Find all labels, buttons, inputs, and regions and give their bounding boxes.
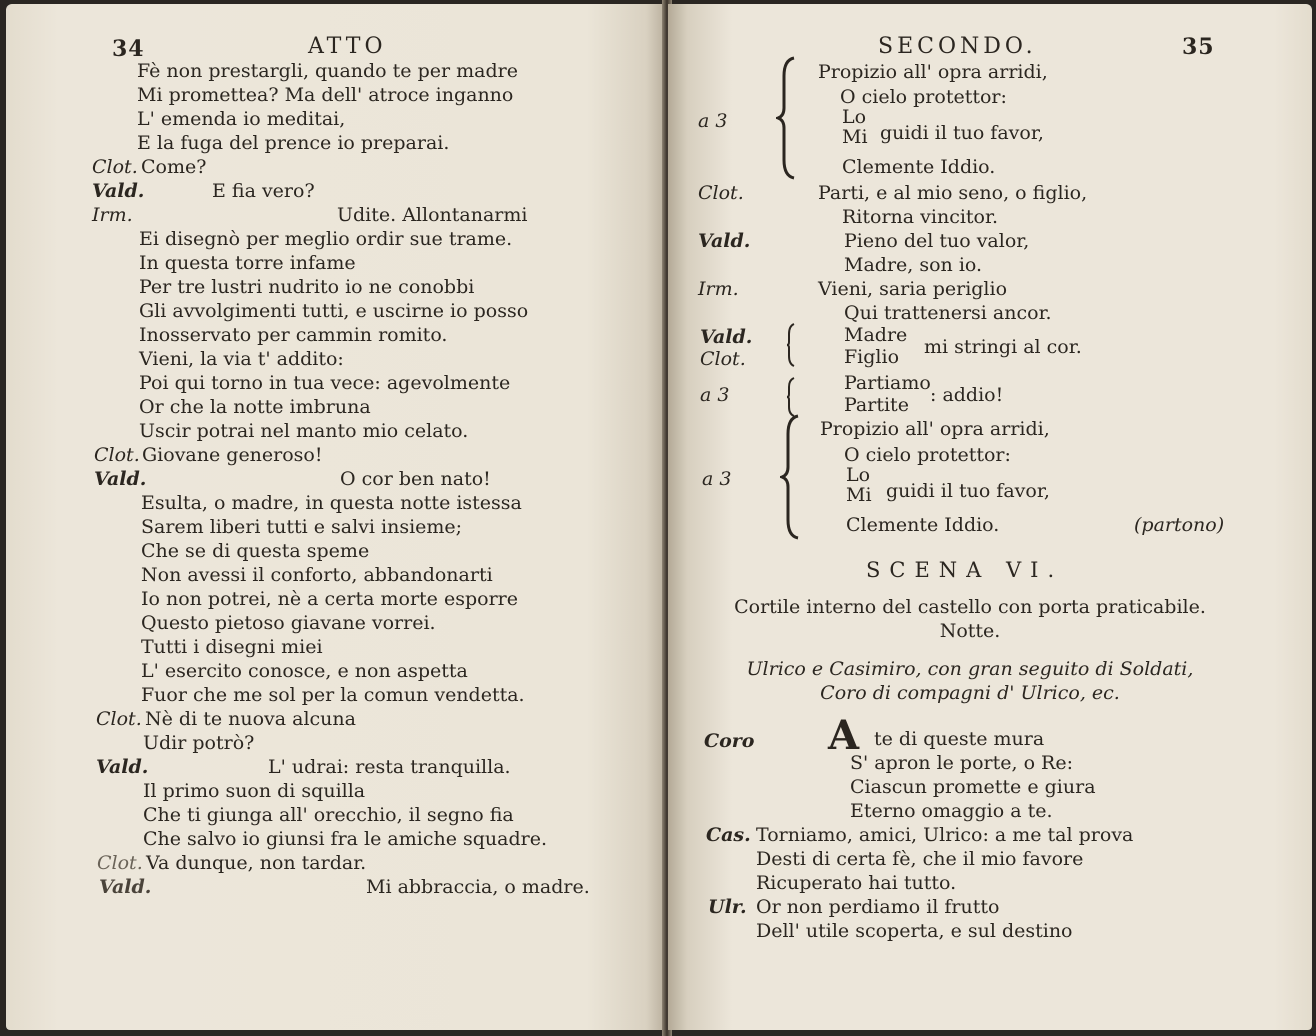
verse-line: Qui trattenersi ancor. [844, 302, 1052, 324]
verse-line: Clemente Iddio. [846, 514, 1000, 536]
verse-line: Torniamo, amici, Ulrico: a me tal prova [756, 824, 1134, 846]
verse-line: O cor ben nato! [340, 468, 491, 490]
scene-setting: Cortile interno del castello con porta praticabile. [734, 596, 1206, 618]
alt-word: Mi [846, 484, 872, 506]
verse-line: Va dunque, non tardar. [146, 852, 367, 874]
verse-line: S' apron le porte, o Re: [850, 752, 1073, 774]
verse-line: Desti di certa fè, che il mio favore [756, 848, 1084, 870]
alt-word: Lo [846, 464, 871, 486]
verse-line: Vieni, saria periglio [818, 278, 1008, 300]
verse-line: guidi il tuo favor, [886, 480, 1050, 502]
verse-line: Che se di questa speme [141, 540, 370, 562]
verse-line: Parti, e al mio seno, o figlio, [818, 182, 1088, 204]
verse-line: Fè non prestargli, quando te per madre [137, 60, 518, 82]
verse-line: guidi il tuo favor, [880, 122, 1044, 144]
verse-line: Mi abbraccia, o madre. [366, 876, 590, 898]
speaker-cas: Cas. [706, 824, 751, 846]
verse-line: mi stringi al cor. [924, 336, 1082, 358]
alt-word: Partiamo [844, 372, 931, 394]
verse-line: Ricuperato hai tutto. [756, 872, 957, 894]
verse-line: Ciascun promette e giura [850, 776, 1096, 798]
verse-line: Poi qui torno in tua vece: agevolmente [139, 372, 511, 394]
verse-line: te di queste mura [874, 728, 1045, 750]
verse-line: Tutti i disegni miei [141, 636, 323, 658]
speaker-vald: Vald. [92, 180, 145, 202]
brace-icon [780, 414, 802, 540]
left-page [6, 4, 666, 1030]
verse-line: Che ti giunga all' orecchio, il segno fia [143, 804, 514, 826]
speaker-clot: Clot. [97, 852, 143, 874]
brace-icon [776, 56, 798, 180]
verse-line: O cielo protettor: [840, 86, 1007, 108]
verse-line: Per tre lustri nudrito io ne conobbi [139, 276, 475, 298]
alt-word: Figlio [844, 346, 900, 368]
speaker-clot: Clot. [94, 444, 140, 466]
ensemble-label: a 3 [702, 468, 732, 490]
verse-line: Eterno omaggio a te. [850, 800, 1053, 822]
speaker-coro: Coro [704, 730, 755, 752]
running-head-left: ATTO [308, 34, 387, 59]
verse-line: Or non perdiamo il frutto [756, 896, 1000, 918]
verse-line: Che salvo io giunsi fra le amiche squadre. [143, 828, 547, 850]
verse-line: Propizio all' opra arridi, [818, 61, 1048, 83]
verse-line: Questo pietoso giavane vorrei. [141, 612, 436, 634]
verse-line: E la fuga del prence io preparai. [137, 132, 450, 154]
stage-direction: (partono) [1134, 514, 1225, 536]
verse-line: Nè di te nuova alcuna [145, 708, 356, 730]
verse-line: Vieni, la via t' addito: [139, 348, 344, 370]
speaker-ulr: Ulr. [708, 896, 747, 918]
speaker-vald: Vald. [99, 876, 152, 898]
speaker-vald: Vald. [698, 230, 751, 252]
verse-line: Giovane generoso! [142, 444, 323, 466]
speaker-vald: Vald. [96, 756, 149, 778]
verse-line: L' udrai: resta tranquilla. [268, 756, 511, 778]
verse-line: Mi promettea? Ma dell' atroce inganno [137, 84, 514, 106]
brace-icon [786, 322, 798, 368]
scene-cast: Coro di compagni d' Ulrico, ec. [820, 682, 1120, 704]
verse-line: Esulta, o madre, in questa notte istessa [141, 492, 522, 514]
verse-line: Pieno del tuo valor, [844, 230, 1030, 252]
page-number-right: 35 [1182, 34, 1215, 60]
right-page [668, 4, 1312, 1030]
ensemble-label: a 3 [698, 110, 728, 132]
verse-line: Io non potrei, nè a certa morte esporre [141, 588, 518, 610]
speaker-irm: Irm. [698, 278, 739, 300]
speaker-irm: Irm. [92, 204, 133, 226]
verse-line: Il primo suon di squilla [143, 780, 366, 802]
scene-setting: Notte. [939, 620, 1001, 642]
verse-line: O cielo protettor: [844, 444, 1011, 466]
verse-line: Fuor che me sol per la comun vendetta. [141, 684, 525, 706]
speaker-clot: Clot. [698, 182, 744, 204]
verse-line: E fia vero? [212, 180, 315, 202]
verse-line: Come? [141, 156, 207, 178]
verse-line: L' esercito conosce, e non aspetta [141, 660, 468, 682]
scene-cast: Ulrico e Casimiro, con gran seguito di Soldati, [746, 658, 1194, 680]
speaker-clot: Clot. [96, 708, 142, 730]
running-head-right: SECONDO. [878, 34, 1037, 59]
speaker-clot: Clot. [700, 348, 746, 370]
verse-line: In questa torre infame [139, 252, 356, 274]
verse-line: Sarem liberi tutti e salvi insieme; [141, 516, 463, 538]
speaker-vald: Vald. [94, 468, 147, 490]
verse-line: Madre, son io. [844, 254, 983, 276]
alt-word: Lo [842, 106, 867, 128]
verse-line: Uscir potrai nel manto mio celato. [139, 420, 469, 442]
verse-line: Udir potrò? [143, 732, 255, 754]
speaker-clot: Clot. [92, 156, 138, 178]
verse-line: Ei disegnò per meglio ordir sue trame. [139, 228, 513, 250]
verse-line: Udite. Allontanarmi [337, 204, 528, 226]
brace-icon [786, 376, 798, 418]
ensemble-label: a 3 [700, 384, 730, 406]
verse-line: Propizio all' opra arridi, [820, 418, 1050, 440]
alt-word: Partite [844, 394, 909, 416]
verse-line: Clemente Iddio. [842, 156, 996, 178]
speaker-vald: Vald. [700, 326, 753, 348]
verse-line: Gli avvolgimenti tutti, e uscirne io posso [139, 300, 529, 322]
alt-word: Madre [844, 324, 908, 346]
verse-line: : addio! [930, 384, 1004, 406]
verse-line: Inosservato per cammin romito. [139, 324, 448, 346]
verse-line: Non avessi il conforto, abbandonarti [141, 564, 493, 586]
drop-cap: A [828, 712, 860, 759]
page-number-left: 34 [112, 36, 145, 62]
alt-word: Mi [842, 126, 868, 148]
verse-line: Dell' utile scoperta, e sul destino [756, 920, 1073, 942]
verse-line: L' emenda io meditai, [137, 108, 346, 130]
verse-line: Or che la notte imbruna [139, 396, 371, 418]
scene-title: SCENA VI. [866, 558, 1064, 582]
verse-line: Ritorna vincitor. [842, 206, 999, 228]
